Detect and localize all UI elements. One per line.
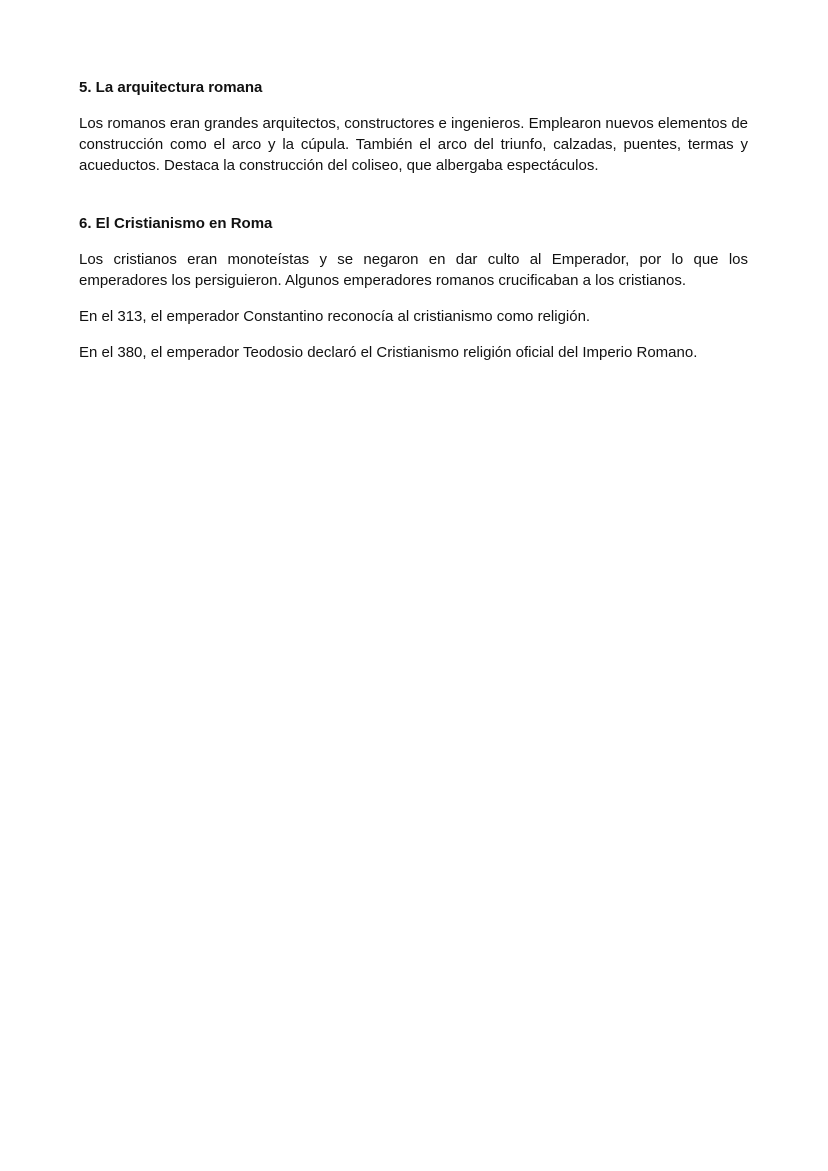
paragraph: Los cristianos eran monoteístas y se negaron en dar culto al Emperador, por lo que los emperadores los persiguieron. Algunos emperadores romanos crucificaban a los cristianos.	[79, 251, 748, 289]
paragraph: En el 313, el emperador Constantino reconocía al cristianismo como religión.	[79, 308, 591, 325]
section-heading: 5. La arquitectura romana	[79, 79, 263, 96]
section-christianity-in-rome	[79, 214, 748, 363]
paragraph: En el 380, el emperador Teodosio declaró el Cristianismo religión oficial del Imperio Romano.	[79, 344, 698, 361]
paragraph: Los romanos eran grandes arquitectos, constructores e ingenieros. Emplearon nuevos elementos de construcción como el arco y la cúpula. También el arco del triunfo, calzadas, puentes, termas y acueductos. Destaca la construcción del coliseo, que albergaba espectáculos.	[79, 115, 748, 174]
document-page	[79, 78, 748, 378]
section-roman-architecture	[79, 78, 748, 176]
section-heading: 6. El Cristianismo en Roma	[79, 215, 273, 232]
